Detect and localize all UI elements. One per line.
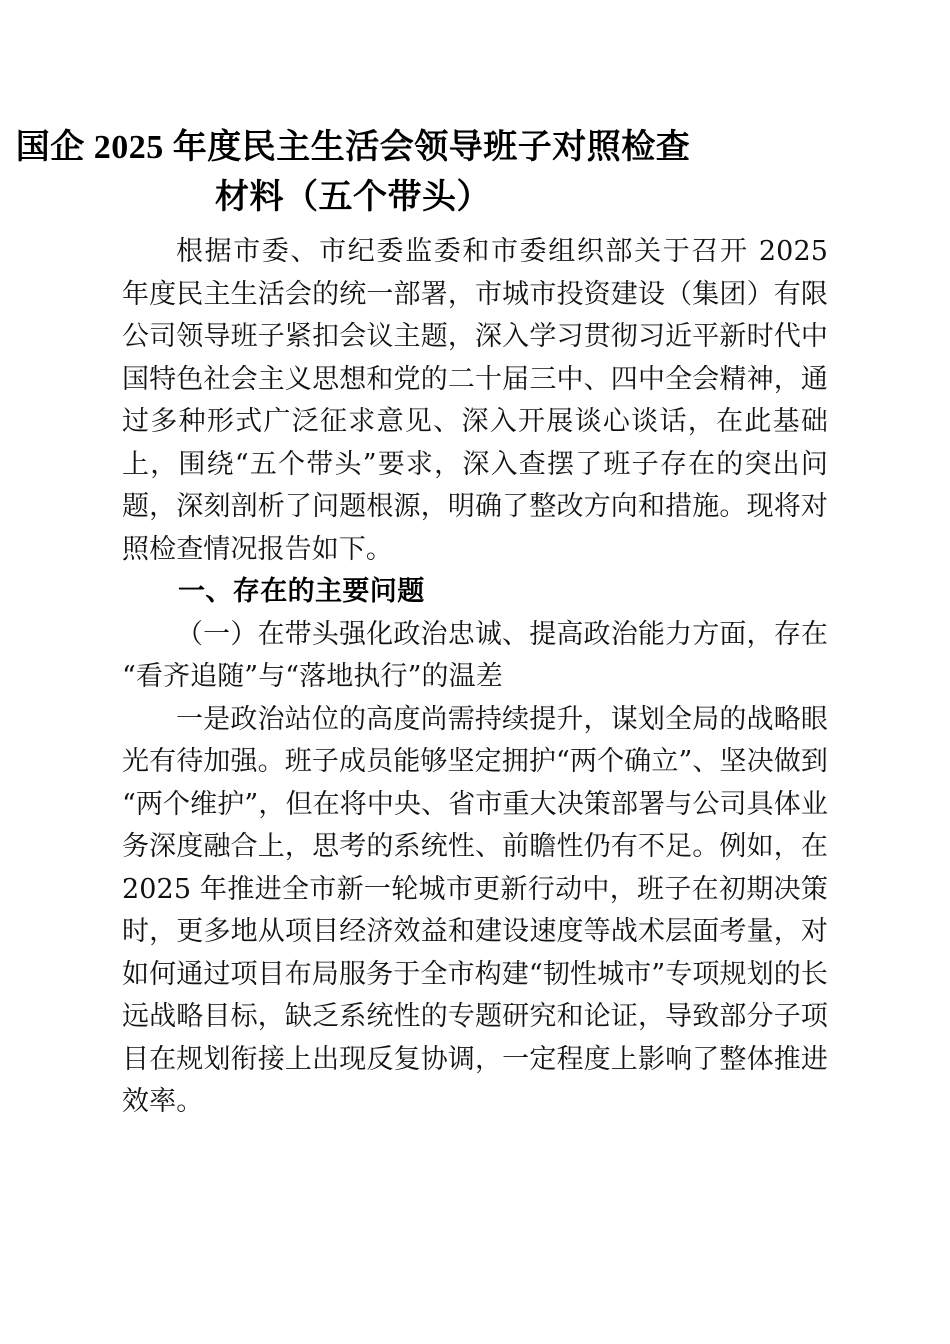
- subsection-heading-1-1: （一）在带头强化政治忠诚、提高政治能力方面，存在“看齐追随”与“落地执行”的温差: [122, 618, 828, 692]
- title-line-2: 材料（五个带头）: [215, 179, 491, 216]
- title-line-1: 国企 2025 年度民主生活会领导班子对照检查: [15, 129, 691, 166]
- document-body: [122, 231, 828, 1124]
- section-heading-1: 一、存在的主要问题: [178, 576, 425, 607]
- intro-paragraph: 根据市委、市纪委监委和市委组织部关于召开 2025 年度民主生活会的统一部署，市城市投资建设（集团）有限公司领导班子紧扣会议主题，深入学习贯彻习近平新时代中国特色社会主义思想和党的二十届三中、四中全会精神，通过多种形式广泛征求意见、深入开展谈心谈话，在此基础上，围绕“五个带头”要求，深入查摆了班子存在的突出问题，深刻剖析了问题根源，明确了整改方向和措施。现将对照检查情况报告如下。: [122, 236, 828, 565]
- problem-point-1: 一是政治站位的高度尚需持续提升，谋划全局的战略眼光有待加强。班子成员能够坚定拥护“两个确立”、坚决做到“两个维护”，但在将中央、省市重大决策部署与公司具体业务深度融合上，思考的系统性、前瞻性仍有不足。例如，在 2025 年推进全市新一轮城市更新行动中，班子在初期决策时，更多地从项目经济效益和建设速度等战术层面考量，对如何通过项目布局服务于全市构建“韧性城市”专项规划的长远战略目标，缺乏系统性的专题研究和论证，导致部分子项目在规划衔接上出现反复协调，一定程度上影响了整体推进效率。: [122, 703, 828, 1117]
- page-title: [0, 0, 706, 223]
